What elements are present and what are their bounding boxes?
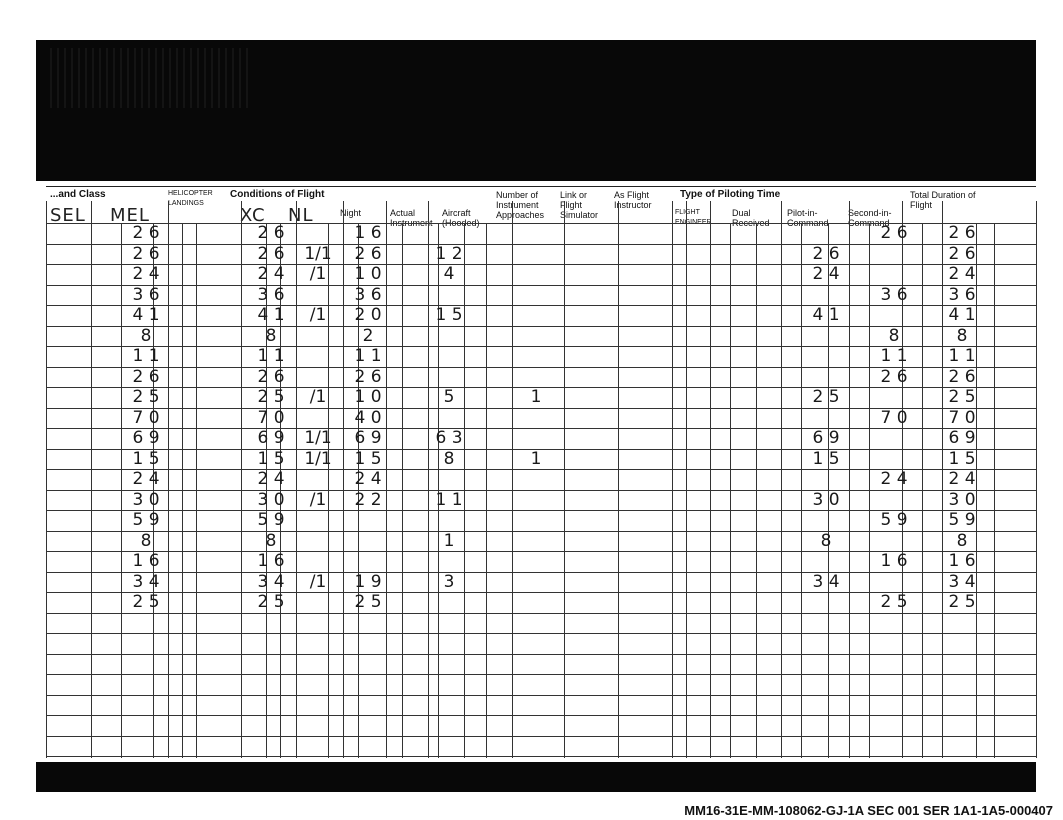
logbook-cell-sic: 3 6	[880, 284, 908, 305]
grid-row-line	[46, 264, 1036, 265]
logbook-cell-xc: 2 6	[257, 223, 285, 243]
redaction-bar-top	[36, 40, 1036, 181]
logbook-cell-mel: 3 4	[132, 571, 160, 592]
grid-row-line	[46, 715, 1036, 716]
logbook-cell-total: 5 9	[948, 510, 976, 530]
logbook-cell-actual: 1	[443, 530, 455, 551]
logbook-cell-xc: 2 6	[257, 243, 285, 264]
logbook-cell-mel: 8	[140, 530, 152, 551]
logbook-cell-sic: 5 9	[880, 510, 908, 530]
logbook-cell-total: 1 6	[948, 551, 976, 571]
grid-row-line	[46, 613, 1036, 614]
header-instructor: As Flight Instructor	[614, 190, 652, 210]
logbook-cell-night: 2 2	[354, 489, 382, 510]
logbook-cell-xc: 8	[265, 530, 277, 551]
logbook-cell-night: 1 5	[354, 448, 382, 469]
logbook-cell-total: 1 5	[948, 448, 976, 469]
logbook-cell-actual: 4	[443, 264, 455, 284]
logbook-cell-total: 2 4	[948, 469, 976, 489]
logbook-cell-xc: 2 6	[257, 366, 285, 387]
grid-row-line	[46, 633, 1036, 634]
document-id-footer: MM16-31E-MM-108062-GJ-1A SEC 001 SER 1A1-1A5-000407	[684, 803, 1053, 818]
logbook-cell-night: 3 6	[354, 284, 382, 305]
logbook-cell-night: 6 9	[354, 428, 382, 448]
logbook-cell-pic: 3 0	[812, 489, 840, 510]
header-approaches: Number of Instrument Approaches	[496, 190, 545, 220]
header-flight-engineer: FLIGHT ENGINEER	[675, 209, 712, 226]
grid-row-line	[46, 736, 1036, 737]
logbook-cell-xc: 2 5	[257, 387, 285, 407]
logbook-cell-actual: 8	[443, 448, 455, 469]
logbook-cell-total: 3 6	[948, 284, 976, 305]
logbook-cell-mel: 2 6	[132, 366, 160, 387]
logbook-cell-actual: 1 5	[435, 305, 463, 325]
grid-column-line	[730, 223, 731, 758]
logbook-cell-nl: 1/1	[304, 428, 332, 448]
logbook-cell-xc: 4 1	[257, 305, 285, 325]
grid-column-line	[182, 223, 183, 758]
logbook-cell-actual: 1 2	[435, 243, 463, 264]
logbook-cell-night: 1 9	[354, 571, 382, 592]
logbook-cell-mel: 5 9	[132, 510, 160, 530]
logbook-cell-total: 1 1	[948, 346, 976, 366]
grid-row-line	[46, 572, 1036, 573]
logbook-cell-mel: 1 6	[132, 551, 160, 571]
logbook-cell-pic: 8	[820, 530, 832, 551]
header-helicopter-landings: HELICOPTER LANDINGS	[168, 190, 213, 207]
logbook-cell-nl: 1/1	[304, 243, 332, 264]
logbook-cell-total: 8	[956, 530, 968, 551]
grid-column-line	[1036, 201, 1037, 758]
grid-column-line	[402, 223, 403, 758]
logbook-cell-sic: 2 6	[880, 366, 908, 387]
logbook-cell-nl: /1	[309, 264, 327, 284]
logbook-cell-mel: 2 5	[132, 387, 160, 407]
logbook-cell-nl: /1	[309, 489, 327, 510]
logbook-cell-mel: 2 6	[132, 243, 160, 264]
header-hooded: Aircraft (Hooded)	[442, 208, 480, 228]
logbook-cell-night: 2 6	[354, 243, 382, 264]
logbook-cell-total: 4 1	[948, 305, 976, 325]
logbook-cell-total: 2 6	[948, 366, 976, 387]
logbook-cell-xc: 2 4	[257, 469, 285, 489]
header-top-rule	[46, 186, 1036, 188]
header-actual-instrument: Actual Instrument	[390, 208, 433, 228]
logbook-cell-mel: 1 5	[132, 448, 160, 469]
logbook-cell-total: 3 0	[948, 489, 976, 510]
logbook-cell-mel: 7 0	[132, 407, 160, 428]
logbook-cell-total: 8	[956, 325, 968, 346]
logbook-cell-xc: 7 0	[257, 407, 285, 428]
logbook-cell-approaches: 1	[530, 387, 542, 407]
logbook-cell-total: 2 6	[948, 223, 976, 243]
logbook-cell-total: 2 5	[948, 592, 976, 612]
grid-column-line	[756, 223, 757, 758]
grid-row-line	[46, 244, 1036, 245]
logbook-cell-mel: 2 6	[132, 223, 160, 243]
grid-row-line	[46, 305, 1036, 306]
logbook-cell-night: 2 0	[354, 305, 382, 325]
logbook-cell-mel: 4 1	[132, 305, 160, 325]
header-conditions: Conditions of Flight	[230, 189, 325, 200]
logbook-cell-night: 1 0	[354, 387, 382, 407]
grid-column-line	[486, 223, 487, 758]
header-piloting-time: Type of Piloting Time	[680, 189, 781, 200]
logbook-cell-xc: 3 4	[257, 571, 285, 592]
logbook-cell-nl: /1	[309, 387, 327, 407]
logbook-cell-pic: 3 4	[812, 571, 840, 592]
logbook-cell-nl: /1	[309, 305, 327, 325]
logbook-cell-sic: 2 5	[880, 592, 908, 612]
logbook-cell-approaches: 1	[530, 448, 542, 469]
redaction-bar-bottom	[36, 762, 1036, 792]
logbook-cell-sic: 7 0	[880, 407, 908, 428]
grid-column-line	[869, 223, 870, 758]
logbook-grid	[46, 223, 1036, 758]
logbook-cell-sic: 2 4	[880, 469, 908, 489]
logbook-cell-night: 4 0	[354, 407, 382, 428]
logbook-cell-night: 2 5	[354, 592, 382, 612]
logbook-cell-xc: 6 9	[257, 428, 285, 448]
logbook-cell-sic: 2 6	[880, 223, 908, 243]
logbook-cell-total: 7 0	[948, 407, 976, 428]
logbook-cell-mel: 2 4	[132, 469, 160, 489]
logbook-cell-total: 6 9	[948, 428, 976, 448]
logbook-cell-night: 2 4	[354, 469, 382, 489]
logbook-cell-mel: 2 5	[132, 592, 160, 612]
logbook-cell-sic: 8	[888, 325, 900, 346]
logbook-cell-xc: 2 5	[257, 592, 285, 612]
logbook-cell-sic: 1 6	[880, 551, 908, 571]
grid-row-line	[46, 531, 1036, 532]
logbook-cell-pic: 1 5	[812, 448, 840, 469]
header-simulator: Link or Flight Simulator	[560, 190, 599, 220]
logbook-cell-total: 2 4	[948, 264, 976, 284]
logbook-cell-mel: 8	[140, 325, 152, 346]
header-class: ...and Class	[50, 189, 106, 200]
logbook-cell-total: 2 5	[948, 387, 976, 407]
logbook-cell-xc: 5 9	[257, 510, 285, 530]
header-dual-received: Dual Received	[732, 208, 770, 228]
hw-sel: SEL	[50, 205, 86, 226]
logbook-cell-nl: /1	[309, 571, 327, 592]
logbook-cell-actual: 5	[443, 387, 455, 407]
grid-row-line	[46, 695, 1036, 696]
logbook-cell-nl: 1/1	[304, 448, 332, 469]
logbook-cell-total: 3 4	[948, 571, 976, 592]
logbook-cell-pic: 2 4	[812, 264, 840, 284]
hw-xc: XC	[240, 205, 266, 226]
grid-column-line	[994, 223, 995, 758]
logbook-page	[30, 20, 1036, 800]
logbook-cell-night: 2	[362, 325, 374, 346]
grid-row-line	[46, 654, 1036, 655]
logbook-cell-mel: 6 9	[132, 428, 160, 448]
grid-row-line	[46, 428, 1036, 429]
logbook-cell-xc: 8	[265, 325, 277, 346]
hw-mel: MEL	[110, 205, 150, 226]
logbook-cell-xc: 2 4	[257, 264, 285, 284]
logbook-cell-mel: 1 1	[132, 346, 160, 366]
logbook-cell-mel: 2 4	[132, 264, 160, 284]
logbook-cell-pic: 2 5	[812, 387, 840, 407]
grid-column-line	[121, 223, 122, 758]
header-sic: Second-in-Command	[848, 208, 892, 228]
header-total-duration: Total Duration of Flight	[910, 190, 976, 210]
logbook-cell-actual: 6 3	[435, 428, 463, 448]
logbook-cell-xc: 3 6	[257, 284, 285, 305]
logbook-cell-pic: 4 1	[812, 305, 840, 325]
logbook-cell-mel: 3 0	[132, 489, 160, 510]
grid-column-line	[801, 223, 802, 758]
logbook-cell-night: 1 6	[354, 223, 382, 243]
logbook-cell-xc: 1 6	[257, 551, 285, 571]
grid-row-line	[46, 490, 1036, 491]
grid-row-line	[46, 756, 1036, 757]
hw-nl: NL	[288, 205, 314, 226]
logbook-cell-pic: 2 6	[812, 243, 840, 264]
grid-column-line	[922, 223, 923, 758]
header-night: Night	[340, 208, 362, 218]
header-pic: Pilot-in-Command	[787, 208, 829, 228]
logbook-cell-xc: 1 5	[257, 448, 285, 469]
grid-row-line	[46, 674, 1036, 675]
logbook-cell-sic: 1 1	[880, 346, 908, 366]
logbook-cell-total: 2 6	[948, 243, 976, 264]
logbook-cell-mel: 3 6	[132, 284, 160, 305]
logbook-cell-night: 2 6	[354, 366, 382, 387]
logbook-cell-xc: 1 1	[257, 346, 285, 366]
logbook-cell-pic: 6 9	[812, 428, 840, 448]
logbook-cell-night: 1 0	[354, 264, 382, 284]
logbook-cell-actual: 1 1	[435, 489, 463, 510]
logbook-cell-night: 1 1	[354, 346, 382, 366]
logbook-cell-actual: 3	[443, 571, 455, 592]
logbook-cell-xc: 3 0	[257, 489, 285, 510]
grid-column-line	[196, 223, 197, 758]
